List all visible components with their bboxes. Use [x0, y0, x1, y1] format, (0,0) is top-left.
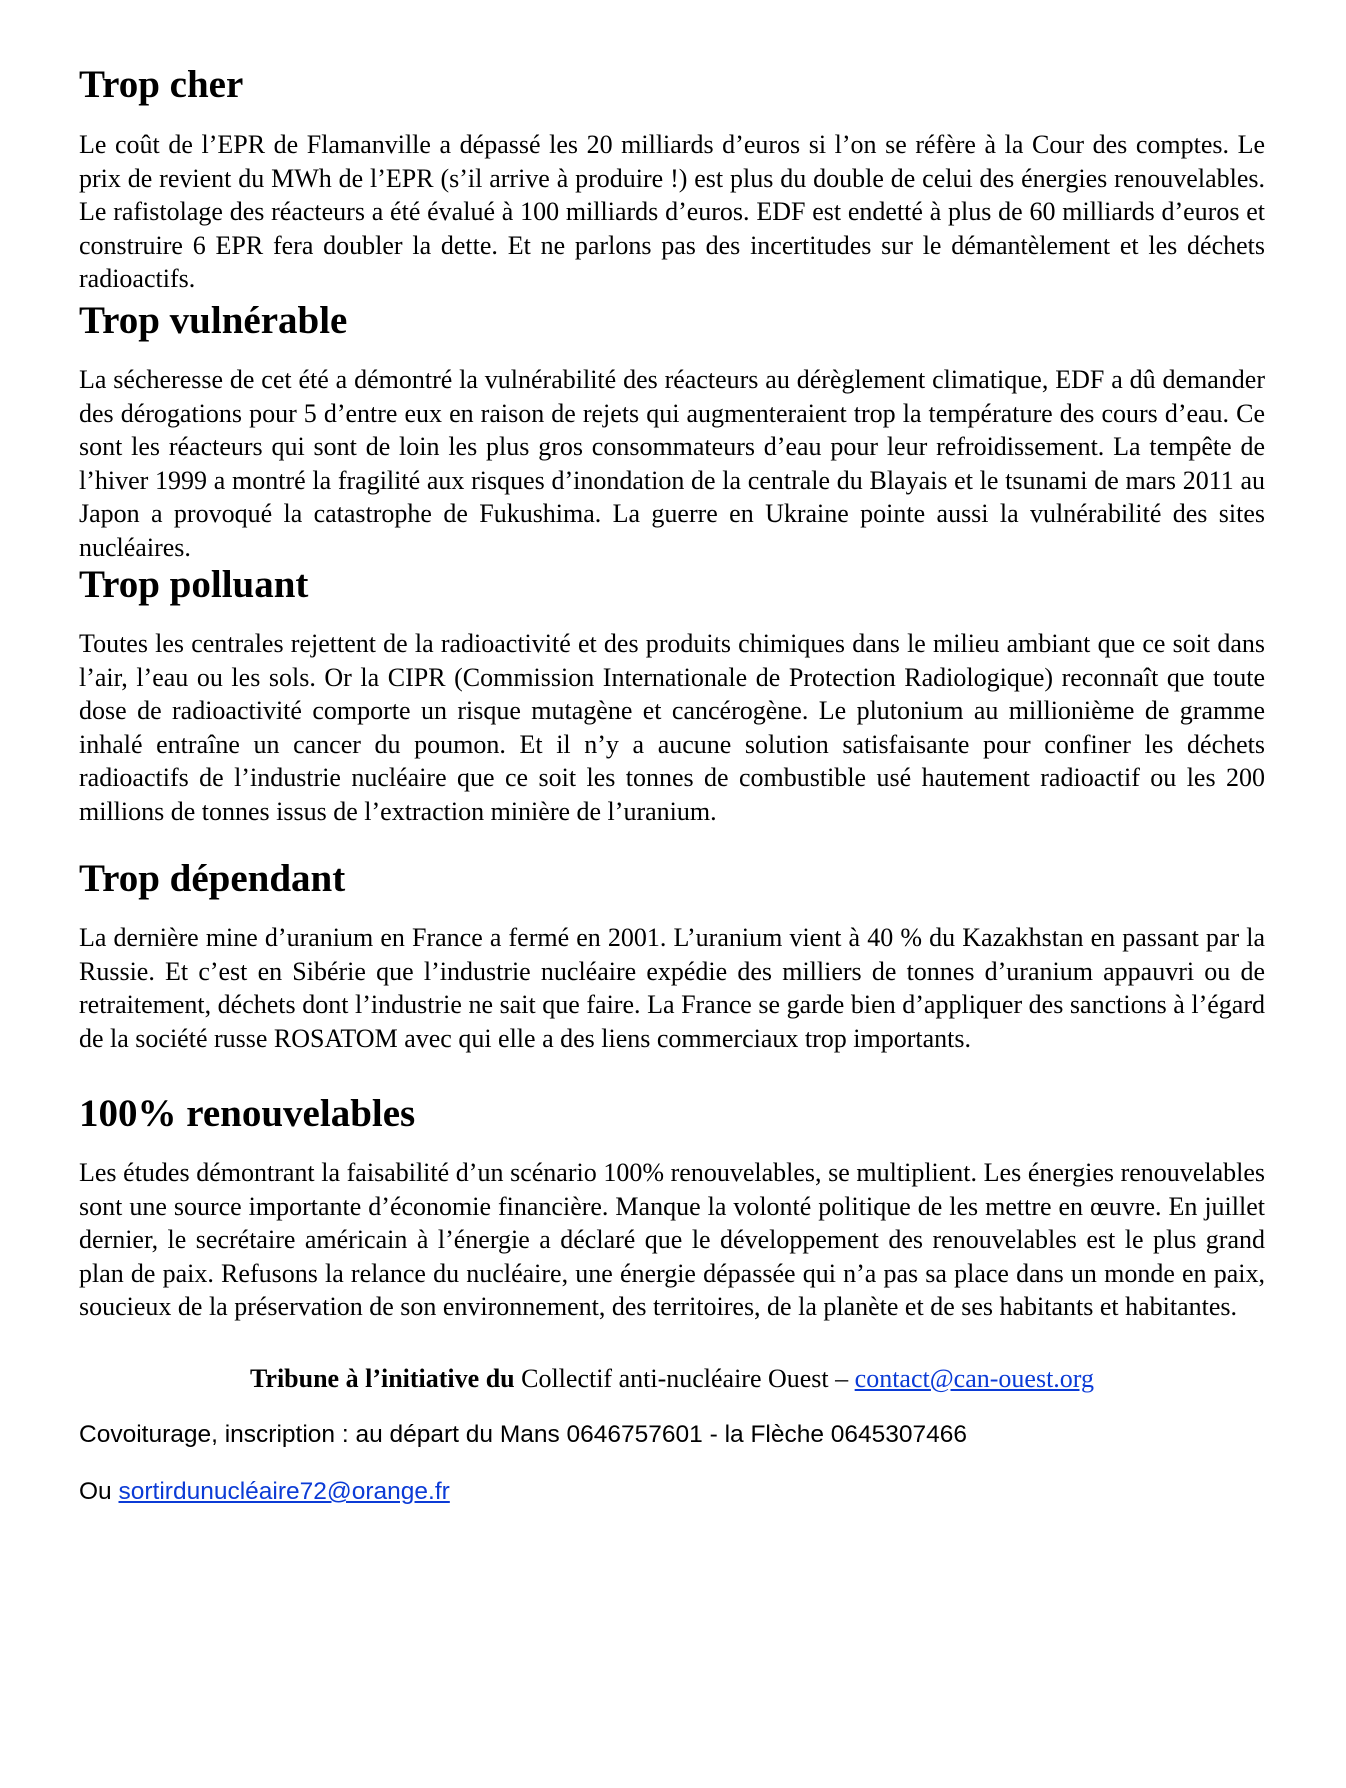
- section-heading: Trop dépendant: [79, 857, 346, 900]
- section-paragraph: Toutes les centrales rejettent de la radioactivité et des produits chimiques dans le milieu ambiant que ce soit dans l’air, l’eau ou les sols. Or la CIPR (Commission Internationale de Protection Radiologique) reconnaît que toute dose de radioactivité comporte un risque mutagène et cancérogène. Le plutonium au millionième de gramme inhalé entraîne un cancer du poumon. Et il n’y a aucune solution satisfaisante pour confiner les déchets radioactifs de l’industrie nucléaire que ce soit les tonnes de combustible usé hautement radioactif ou les 200 millions de tonnes issus de l’extraction minière de l’uranium.: [79, 629, 1265, 826]
- section-paragraph: La dernière mine d’uranium en France a fermé en 2001. L’uranium vient à 40 % du Kazakhstan en passant par la Russie. Et c’est en Sibérie que l’industrie nucléaire expédie des milliers de tonnes d’uranium appauvri ou de retraitement, déchets dont l’industrie ne sait que faire. La France se garde bien d’appliquer des sanctions à l’égard de la société russe ROSATOM avec qui elle a des liens commerciaux trop importants.: [79, 923, 1265, 1053]
- section-heading: Trop polluant: [79, 563, 309, 606]
- section-heading: Trop vulnérable: [79, 299, 348, 342]
- section-trop-polluant: [79, 563, 1265, 606]
- section-body: [79, 128, 1265, 296]
- section-paragraph: Les études démontrant la faisabilité d’un scénario 100% renouvelables, se multiplient. Les énergies renouvelables sont une source importante d’économie financière. Manque la volonté politique de les mettre en œuvre. En juillet dernier, le secrétaire américain à l’énergie a déclaré que le développement des renouvelables est le plus grand plan de paix. Refusons la relance du nucléaire, une énergie dépassée qui n’a pas sa place dans un monde en paix, soucieux de la préservation de son environnement, des territoires, de la planète et de ses habitants et habitantes.: [79, 1158, 1265, 1321]
- section-paragraph: La sécheresse de cet été a démontré la vulnérabilité des réacteurs au dérèglement climatique, EDF a dû demander des dérogations pour 5 d’entre eux en raison de rejets qui augmenteraient trop la température des cours d’eau. Ce sont les réacteurs qui sont de loin les plus gros consommateurs d’eau pour leur refroidissement. La tempête de l’hiver 1999 a montré la fragilité aux risques d’inondation de la centrale du Blayais et le tsunami de mars 2011 au Japon a provoqué la catastrophe de Fukushima. La guerre en Ukraine pointe aussi la vulnérabilité des sites nucléaires.: [79, 365, 1265, 562]
- section-trop-vulnerable: [79, 299, 1265, 342]
- section-trop-cher: [79, 63, 1265, 106]
- section-heading: 100% renouvelables: [79, 1092, 416, 1135]
- carpool-text: Covoiturage, inscription : au départ du Mans 0646757601 - la Flèche 0645307466: [79, 1421, 968, 1448]
- section-heading: Trop cher: [79, 63, 244, 106]
- tribune-line: [79, 1362, 1265, 1396]
- section-body: [79, 1156, 1265, 1324]
- section-100-renouvelables: [79, 1092, 1265, 1135]
- tribune-org: Collectif anti-nucléaire Ouest –: [514, 1364, 855, 1393]
- alt-contact-email-link[interactable]: sortirdunucléaire72@orange.fr: [118, 1478, 450, 1505]
- section-body: [79, 363, 1265, 564]
- alt-contact-line: [79, 1475, 1265, 1508]
- tribune-prefix: Tribune à l’initiative du: [250, 1364, 515, 1393]
- carpool-line: [79, 1418, 1265, 1451]
- section-paragraph: Le coût de l’EPR de Flamanville a dépassé les 20 milliards d’euros si l’on se réfère à la Cour des comptes. Le prix de revient du MWh de l’EPR (s’il arrive à produire !) est plus du double de celui des énergies renouvelables. Le rafistolage des réacteurs a été évalué à 100 milliards d’euros. EDF est endetté à plus de 60 milliards d’euros et construire 6 EPR fera doubler la dette. Et ne parlons pas des incertitudes sur le démantèlement et les déchets radioactifs.: [79, 130, 1265, 293]
- contact-email-link[interactable]: contact@can-ouest.org: [854, 1364, 1094, 1393]
- alt-contact-prefix: Ou: [79, 1478, 119, 1505]
- section-trop-dependant: [79, 857, 1265, 900]
- section-body: [79, 921, 1265, 1055]
- section-body: [79, 627, 1265, 828]
